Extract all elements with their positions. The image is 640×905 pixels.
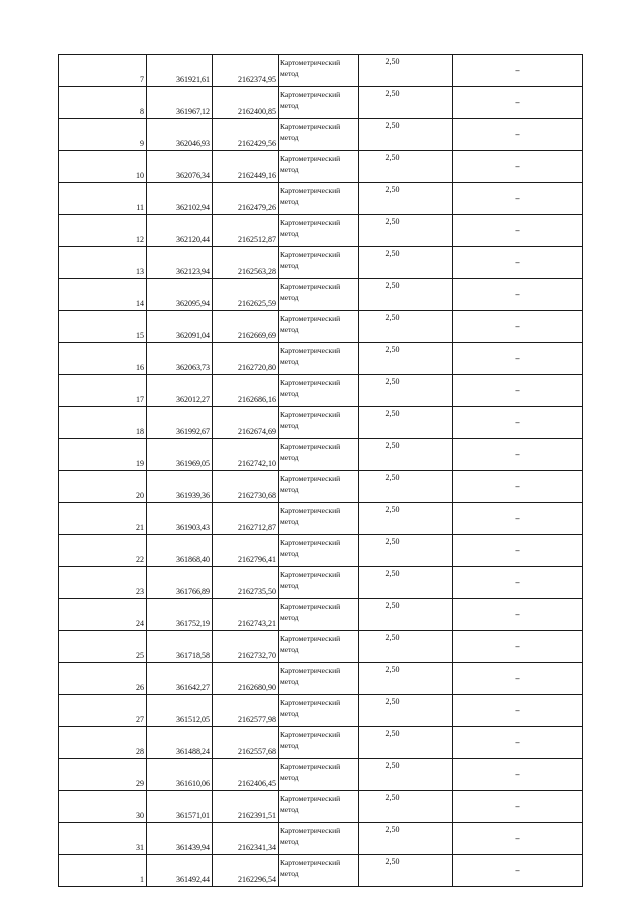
table-row bbox=[59, 311, 583, 343]
point-number-cell: 27 bbox=[59, 695, 147, 727]
y-coordinate-cell: 2162669,69 bbox=[213, 311, 279, 343]
method-line-2: метод bbox=[280, 165, 299, 174]
method-cell bbox=[279, 407, 359, 439]
note-cell: – bbox=[453, 375, 583, 407]
accuracy-cell: 2,50 bbox=[359, 439, 453, 471]
method-cell bbox=[279, 119, 359, 151]
x-coordinate-cell: 361492,44 bbox=[147, 855, 213, 887]
x-coordinate-cell: 362123,94 bbox=[147, 247, 213, 279]
note-cell: – bbox=[453, 567, 583, 599]
note-cell: – bbox=[453, 439, 583, 471]
method-cell bbox=[279, 599, 359, 631]
method-line-1: Картометрический bbox=[280, 698, 341, 707]
table-row bbox=[59, 407, 583, 439]
accuracy-cell: 2,50 bbox=[359, 663, 453, 695]
table-row bbox=[59, 823, 583, 855]
method-line-2: метод bbox=[280, 133, 299, 142]
table-row bbox=[59, 727, 583, 759]
note-cell: – bbox=[453, 855, 583, 887]
x-coordinate-cell: 361439,94 bbox=[147, 823, 213, 855]
accuracy-cell: 2,50 bbox=[359, 119, 453, 151]
method-cell bbox=[279, 439, 359, 471]
method-line-1: Картометрический bbox=[280, 346, 341, 355]
method-line-1: Картометрический bbox=[280, 282, 341, 291]
method-line-2: метод bbox=[280, 677, 299, 686]
method-cell bbox=[279, 87, 359, 119]
method-cell bbox=[279, 311, 359, 343]
method-cell bbox=[279, 151, 359, 183]
note-cell: – bbox=[453, 247, 583, 279]
x-coordinate-cell: 361868,40 bbox=[147, 535, 213, 567]
x-coordinate-cell: 362091,04 bbox=[147, 311, 213, 343]
table-row bbox=[59, 55, 583, 87]
method-line-2: метод bbox=[280, 549, 299, 558]
method-line-1: Картометрический bbox=[280, 730, 341, 739]
accuracy-cell: 2,50 bbox=[359, 599, 453, 631]
point-number-cell: 30 bbox=[59, 791, 147, 823]
accuracy-cell: 2,50 bbox=[359, 279, 453, 311]
point-number-cell: 28 bbox=[59, 727, 147, 759]
x-coordinate-cell: 361610,06 bbox=[147, 759, 213, 791]
method-cell bbox=[279, 503, 359, 535]
x-coordinate-cell: 362046,93 bbox=[147, 119, 213, 151]
method-line-1: Картометрический bbox=[280, 122, 341, 131]
method-cell bbox=[279, 727, 359, 759]
method-line-1: Картометрический bbox=[280, 314, 341, 323]
point-number-cell: 13 bbox=[59, 247, 147, 279]
accuracy-cell: 2,50 bbox=[359, 151, 453, 183]
note-cell: – bbox=[453, 791, 583, 823]
point-number-cell: 9 bbox=[59, 119, 147, 151]
note-cell: – bbox=[453, 407, 583, 439]
note-cell: – bbox=[453, 471, 583, 503]
accuracy-cell: 2,50 bbox=[359, 87, 453, 119]
method-line-1: Картометрический bbox=[280, 442, 341, 451]
method-line-1: Картометрический bbox=[280, 762, 341, 771]
method-line-1: Картометрический bbox=[280, 634, 341, 643]
accuracy-cell: 2,50 bbox=[359, 823, 453, 855]
point-number-cell: 24 bbox=[59, 599, 147, 631]
method-line-2: метод bbox=[280, 709, 299, 718]
method-line-2: метод bbox=[280, 197, 299, 206]
method-line-1: Картометрический bbox=[280, 250, 341, 259]
y-coordinate-cell: 2162686,16 bbox=[213, 375, 279, 407]
y-coordinate-cell: 2162374,95 bbox=[213, 55, 279, 87]
method-cell bbox=[279, 663, 359, 695]
y-coordinate-cell: 2162680,90 bbox=[213, 663, 279, 695]
y-coordinate-cell: 2162391,51 bbox=[213, 791, 279, 823]
method-line-1: Картометрический bbox=[280, 154, 341, 163]
method-line-1: Картометрический bbox=[280, 538, 341, 547]
table-row bbox=[59, 119, 583, 151]
note-cell: – bbox=[453, 631, 583, 663]
accuracy-cell: 2,50 bbox=[359, 343, 453, 375]
accuracy-cell: 2,50 bbox=[359, 535, 453, 567]
method-line-2: метод bbox=[280, 229, 299, 238]
method-line-2: метод bbox=[280, 485, 299, 494]
method-line-2: метод bbox=[280, 389, 299, 398]
point-number-cell: 1 bbox=[59, 855, 147, 887]
method-cell bbox=[279, 855, 359, 887]
method-cell bbox=[279, 567, 359, 599]
y-coordinate-cell: 2162625,59 bbox=[213, 279, 279, 311]
note-cell: – bbox=[453, 151, 583, 183]
point-number-cell: 23 bbox=[59, 567, 147, 599]
note-cell: – bbox=[453, 695, 583, 727]
method-line-2: метод bbox=[280, 741, 299, 750]
coordinates-table-container bbox=[58, 54, 582, 887]
point-number-cell: 18 bbox=[59, 407, 147, 439]
point-number-cell: 21 bbox=[59, 503, 147, 535]
method-line-2: метод bbox=[280, 421, 299, 430]
accuracy-cell: 2,50 bbox=[359, 375, 453, 407]
table-row bbox=[59, 599, 583, 631]
y-coordinate-cell: 2162429,56 bbox=[213, 119, 279, 151]
note-cell: – bbox=[453, 183, 583, 215]
method-line-2: метод bbox=[280, 805, 299, 814]
table-row bbox=[59, 567, 583, 599]
y-coordinate-cell: 2162796,41 bbox=[213, 535, 279, 567]
note-cell: – bbox=[453, 759, 583, 791]
table-row bbox=[59, 471, 583, 503]
method-cell bbox=[279, 791, 359, 823]
accuracy-cell: 2,50 bbox=[359, 471, 453, 503]
point-number-cell: 16 bbox=[59, 343, 147, 375]
x-coordinate-cell: 361571,01 bbox=[147, 791, 213, 823]
method-line-2: метод bbox=[280, 261, 299, 270]
x-coordinate-cell: 361939,36 bbox=[147, 471, 213, 503]
table-row bbox=[59, 663, 583, 695]
method-line-2: метод bbox=[280, 837, 299, 846]
accuracy-cell: 2,50 bbox=[359, 759, 453, 791]
accuracy-cell: 2,50 bbox=[359, 695, 453, 727]
accuracy-cell: 2,50 bbox=[359, 855, 453, 887]
table-row bbox=[59, 855, 583, 887]
y-coordinate-cell: 2162341,34 bbox=[213, 823, 279, 855]
point-number-cell: 25 bbox=[59, 631, 147, 663]
point-number-cell: 22 bbox=[59, 535, 147, 567]
method-line-1: Картометрический bbox=[280, 378, 341, 387]
table-row bbox=[59, 215, 583, 247]
note-cell: – bbox=[453, 663, 583, 695]
accuracy-cell: 2,50 bbox=[359, 791, 453, 823]
y-coordinate-cell: 2162732,70 bbox=[213, 631, 279, 663]
method-line-2: метод bbox=[280, 517, 299, 526]
method-cell bbox=[279, 823, 359, 855]
method-line-2: метод bbox=[280, 293, 299, 302]
accuracy-cell: 2,50 bbox=[359, 215, 453, 247]
note-cell: – bbox=[453, 119, 583, 151]
method-line-2: метод bbox=[280, 453, 299, 462]
accuracy-cell: 2,50 bbox=[359, 567, 453, 599]
method-line-1: Картометрический bbox=[280, 506, 341, 515]
x-coordinate-cell: 361512,05 bbox=[147, 695, 213, 727]
table-row bbox=[59, 247, 583, 279]
accuracy-cell: 2,50 bbox=[359, 407, 453, 439]
y-coordinate-cell: 2162743,21 bbox=[213, 599, 279, 631]
note-cell: – bbox=[453, 215, 583, 247]
accuracy-cell: 2,50 bbox=[359, 55, 453, 87]
method-line-2: метод bbox=[280, 101, 299, 110]
note-cell: – bbox=[453, 279, 583, 311]
table-row bbox=[59, 279, 583, 311]
point-number-cell: 15 bbox=[59, 311, 147, 343]
accuracy-cell: 2,50 bbox=[359, 183, 453, 215]
y-coordinate-cell: 2162712,87 bbox=[213, 503, 279, 535]
method-line-2: метод bbox=[280, 581, 299, 590]
method-cell bbox=[279, 279, 359, 311]
method-line-2: метод bbox=[280, 613, 299, 622]
note-cell: – bbox=[453, 535, 583, 567]
note-cell: – bbox=[453, 343, 583, 375]
coordinates-table-body bbox=[59, 55, 583, 887]
x-coordinate-cell: 361969,05 bbox=[147, 439, 213, 471]
method-cell bbox=[279, 343, 359, 375]
table-row bbox=[59, 535, 583, 567]
method-cell bbox=[279, 215, 359, 247]
x-coordinate-cell: 361921,61 bbox=[147, 55, 213, 87]
accuracy-cell: 2,50 bbox=[359, 727, 453, 759]
point-number-cell: 10 bbox=[59, 151, 147, 183]
table-row bbox=[59, 439, 583, 471]
point-number-cell: 14 bbox=[59, 279, 147, 311]
method-line-1: Картометрический bbox=[280, 218, 341, 227]
note-cell: – bbox=[453, 503, 583, 535]
x-coordinate-cell: 362095,94 bbox=[147, 279, 213, 311]
method-line-1: Картометрический bbox=[280, 570, 341, 579]
note-cell: – bbox=[453, 311, 583, 343]
table-row bbox=[59, 87, 583, 119]
point-number-cell: 20 bbox=[59, 471, 147, 503]
x-coordinate-cell: 361992,67 bbox=[147, 407, 213, 439]
accuracy-cell: 2,50 bbox=[359, 247, 453, 279]
method-cell bbox=[279, 247, 359, 279]
point-number-cell: 12 bbox=[59, 215, 147, 247]
y-coordinate-cell: 2162512,87 bbox=[213, 215, 279, 247]
point-number-cell: 19 bbox=[59, 439, 147, 471]
point-number-cell: 11 bbox=[59, 183, 147, 215]
method-cell bbox=[279, 375, 359, 407]
method-cell bbox=[279, 695, 359, 727]
point-number-cell: 26 bbox=[59, 663, 147, 695]
table-row bbox=[59, 151, 583, 183]
x-coordinate-cell: 362063,73 bbox=[147, 343, 213, 375]
method-line-2: метод bbox=[280, 69, 299, 78]
table-row bbox=[59, 183, 583, 215]
point-number-cell: 29 bbox=[59, 759, 147, 791]
method-line-2: метод bbox=[280, 645, 299, 654]
table-row bbox=[59, 695, 583, 727]
y-coordinate-cell: 2162720,80 bbox=[213, 343, 279, 375]
note-cell: – bbox=[453, 823, 583, 855]
note-cell: – bbox=[453, 55, 583, 87]
accuracy-cell: 2,50 bbox=[359, 631, 453, 663]
x-coordinate-cell: 361642,27 bbox=[147, 663, 213, 695]
table-row bbox=[59, 503, 583, 535]
y-coordinate-cell: 2162400,85 bbox=[213, 87, 279, 119]
point-number-cell: 31 bbox=[59, 823, 147, 855]
table-row bbox=[59, 759, 583, 791]
method-cell bbox=[279, 55, 359, 87]
y-coordinate-cell: 2162479,26 bbox=[213, 183, 279, 215]
y-coordinate-cell: 2162296,54 bbox=[213, 855, 279, 887]
method-line-1: Картометрический bbox=[280, 90, 341, 99]
method-line-1: Картометрический bbox=[280, 858, 341, 867]
y-coordinate-cell: 2162563,28 bbox=[213, 247, 279, 279]
method-line-2: метод bbox=[280, 357, 299, 366]
method-cell bbox=[279, 183, 359, 215]
x-coordinate-cell: 362012,27 bbox=[147, 375, 213, 407]
method-cell bbox=[279, 471, 359, 503]
method-line-2: метод bbox=[280, 773, 299, 782]
y-coordinate-cell: 2162742,10 bbox=[213, 439, 279, 471]
method-line-2: метод bbox=[280, 869, 299, 878]
x-coordinate-cell: 361903,43 bbox=[147, 503, 213, 535]
method-line-1: Картометрический bbox=[280, 794, 341, 803]
method-line-1: Картометрический bbox=[280, 474, 341, 483]
table-row bbox=[59, 375, 583, 407]
y-coordinate-cell: 2162735,50 bbox=[213, 567, 279, 599]
note-cell: – bbox=[453, 87, 583, 119]
method-cell bbox=[279, 631, 359, 663]
table-row bbox=[59, 343, 583, 375]
x-coordinate-cell: 361488,24 bbox=[147, 727, 213, 759]
x-coordinate-cell: 361766,89 bbox=[147, 567, 213, 599]
x-coordinate-cell: 362120,44 bbox=[147, 215, 213, 247]
y-coordinate-cell: 2162674,69 bbox=[213, 407, 279, 439]
method-line-1: Картометрический bbox=[280, 58, 341, 67]
x-coordinate-cell: 361752,19 bbox=[147, 599, 213, 631]
x-coordinate-cell: 361718,58 bbox=[147, 631, 213, 663]
accuracy-cell: 2,50 bbox=[359, 503, 453, 535]
method-line-1: Картометрический bbox=[280, 410, 341, 419]
method-line-1: Картометрический bbox=[280, 602, 341, 611]
point-number-cell: 8 bbox=[59, 87, 147, 119]
accuracy-cell: 2,50 bbox=[359, 311, 453, 343]
x-coordinate-cell: 362102,94 bbox=[147, 183, 213, 215]
coordinates-table bbox=[58, 54, 583, 887]
table-row bbox=[59, 791, 583, 823]
x-coordinate-cell: 362076,34 bbox=[147, 151, 213, 183]
method-cell bbox=[279, 535, 359, 567]
x-coordinate-cell: 361967,12 bbox=[147, 87, 213, 119]
method-cell bbox=[279, 759, 359, 791]
y-coordinate-cell: 2162557,68 bbox=[213, 727, 279, 759]
method-line-1: Картометрический bbox=[280, 666, 341, 675]
point-number-cell: 7 bbox=[59, 55, 147, 87]
method-line-2: метод bbox=[280, 325, 299, 334]
note-cell: – bbox=[453, 599, 583, 631]
table-row bbox=[59, 631, 583, 663]
method-line-1: Картометрический bbox=[280, 826, 341, 835]
y-coordinate-cell: 2162730,68 bbox=[213, 471, 279, 503]
point-number-cell: 17 bbox=[59, 375, 147, 407]
method-line-1: Картометрический bbox=[280, 186, 341, 195]
note-cell: – bbox=[453, 727, 583, 759]
y-coordinate-cell: 2162449,16 bbox=[213, 151, 279, 183]
y-coordinate-cell: 2162577,98 bbox=[213, 695, 279, 727]
y-coordinate-cell: 2162406,45 bbox=[213, 759, 279, 791]
